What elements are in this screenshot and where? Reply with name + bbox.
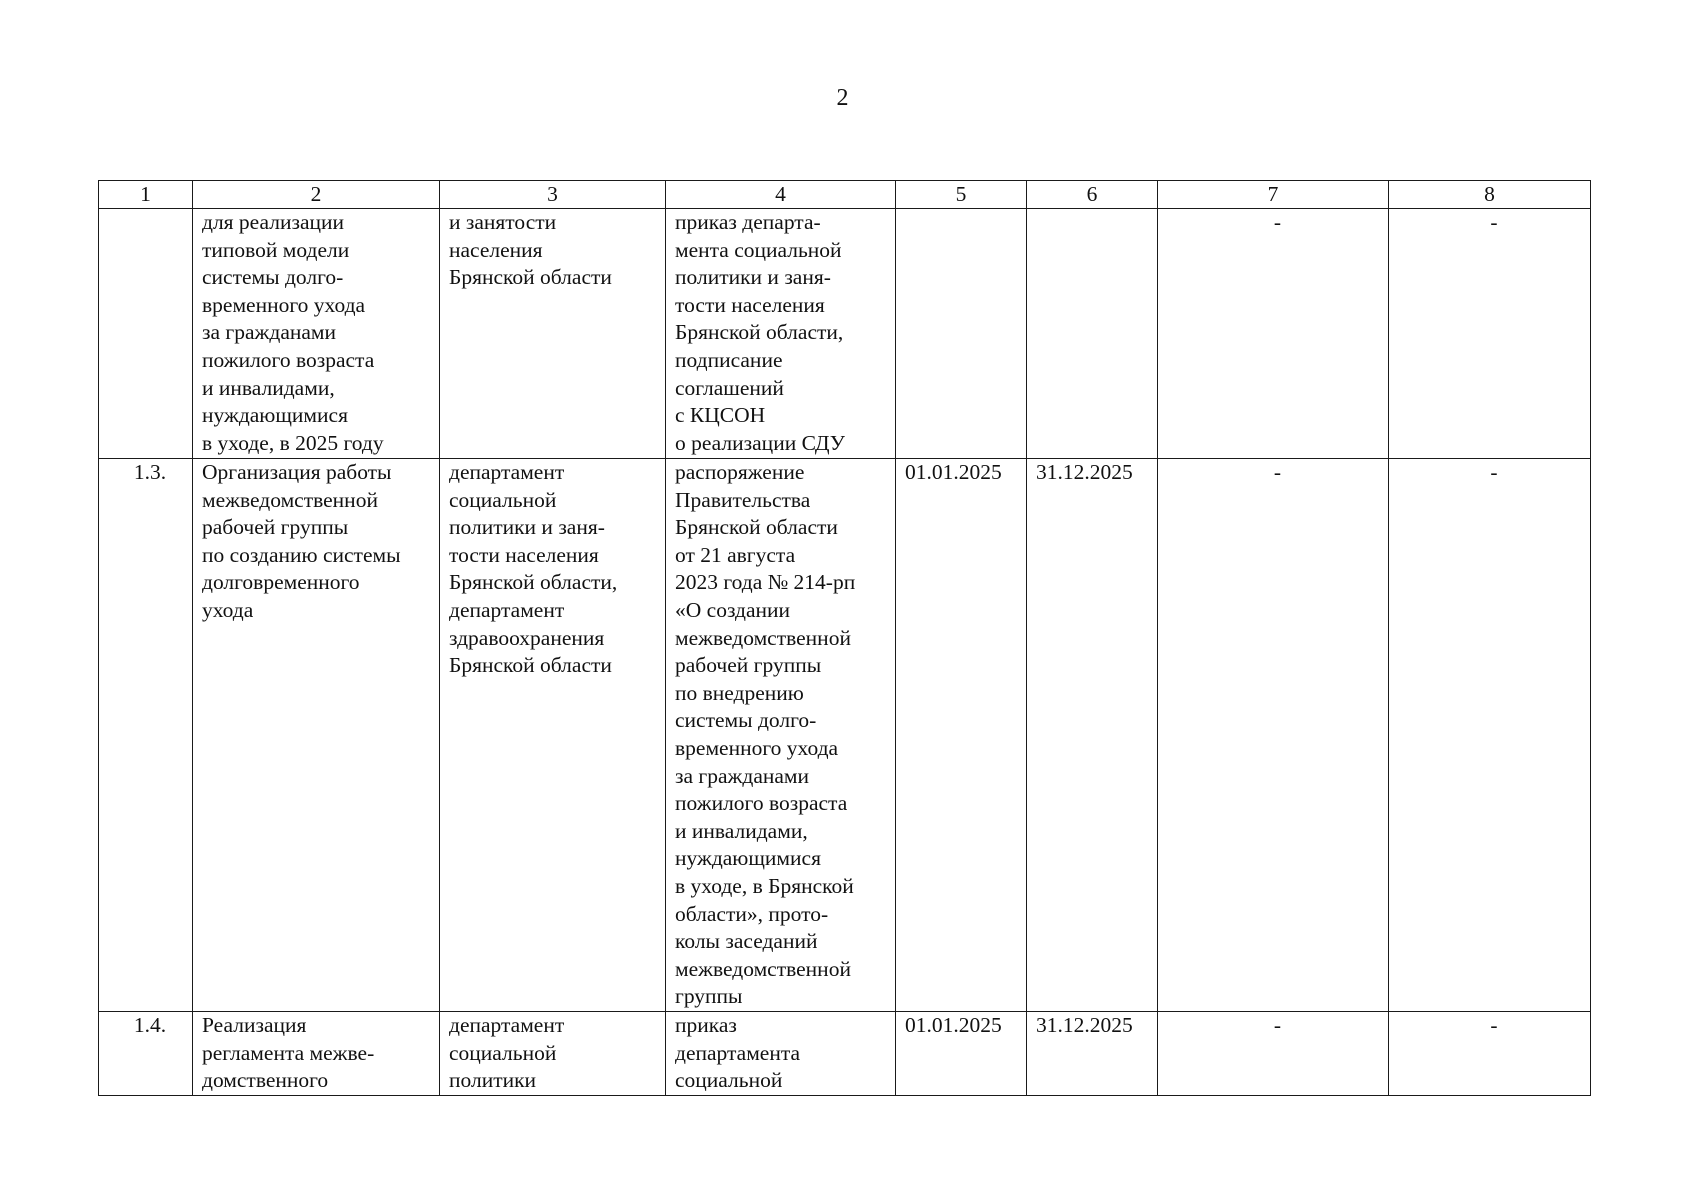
row-number xyxy=(99,209,193,459)
table-row xyxy=(99,459,1591,1012)
header-col-1: 1 xyxy=(99,181,193,209)
col-8-value: - xyxy=(1389,1012,1591,1096)
start-date: 01.01.2025 xyxy=(896,1012,1027,1096)
col-8-value: - xyxy=(1389,209,1591,459)
end-date: 31.12.2025 xyxy=(1027,1012,1158,1096)
executor: департамент социальной политики xyxy=(440,1012,666,1096)
header-col-7: 7 xyxy=(1158,181,1389,209)
start-date: 01.01.2025 xyxy=(896,459,1027,1012)
end-date xyxy=(1027,209,1158,459)
page-number: 2 xyxy=(836,85,849,111)
header-col-2: 2 xyxy=(193,181,440,209)
col-7-value: - xyxy=(1158,1012,1389,1096)
table-row xyxy=(99,1012,1591,1096)
col-7-value: - xyxy=(1158,209,1389,459)
header-col-6: 6 xyxy=(1027,181,1158,209)
event-name: Организация работы межведомственной рабочей группы по созданию системы долговременного ухода xyxy=(193,459,440,1012)
col-7-value: - xyxy=(1158,459,1389,1012)
executor: департамент социальной политики и заня- тости населения Брянской области, департамент здравоохранения Брянской области xyxy=(440,459,666,1012)
event-name: Реализация регламента межве- домственного xyxy=(193,1012,440,1096)
header-col-3: 3 xyxy=(440,181,666,209)
document-type: приказ департа- мента социальной политики и заня- тости населения Брянской области, подписание соглашений с КЦСОН о реализации СДУ xyxy=(666,209,896,459)
end-date: 31.12.2025 xyxy=(1027,459,1158,1012)
plan-table xyxy=(98,180,1591,1096)
document-type: распоряжение Правительства Брянской области от 21 августа 2023 года № 214-рп «О создании межведомственной рабочей группы по внедрению системы долго- временного ухода за гражданами пожилого возраста и инвалидами, нуждающимися в уходе, в Брянской области», прото- колы заседаний межведомственной группы xyxy=(666,459,896,1012)
row-number: 1.3. xyxy=(99,459,193,1012)
header-row xyxy=(99,181,1591,209)
header-col-4: 4 xyxy=(666,181,896,209)
start-date xyxy=(896,209,1027,459)
header-col-5: 5 xyxy=(896,181,1027,209)
event-name: для реализации типовой модели системы долго- временного ухода за гражданами пожилого возраста и инвалидами, нуждающимися в уходе, в 2025 году xyxy=(193,209,440,459)
table-row xyxy=(99,209,1591,459)
document-type: приказ департамента социальной xyxy=(666,1012,896,1096)
header-col-8: 8 xyxy=(1389,181,1591,209)
col-8-value: - xyxy=(1389,459,1591,1012)
row-number: 1.4. xyxy=(99,1012,193,1096)
executor: и занятости населения Брянской области xyxy=(440,209,666,459)
